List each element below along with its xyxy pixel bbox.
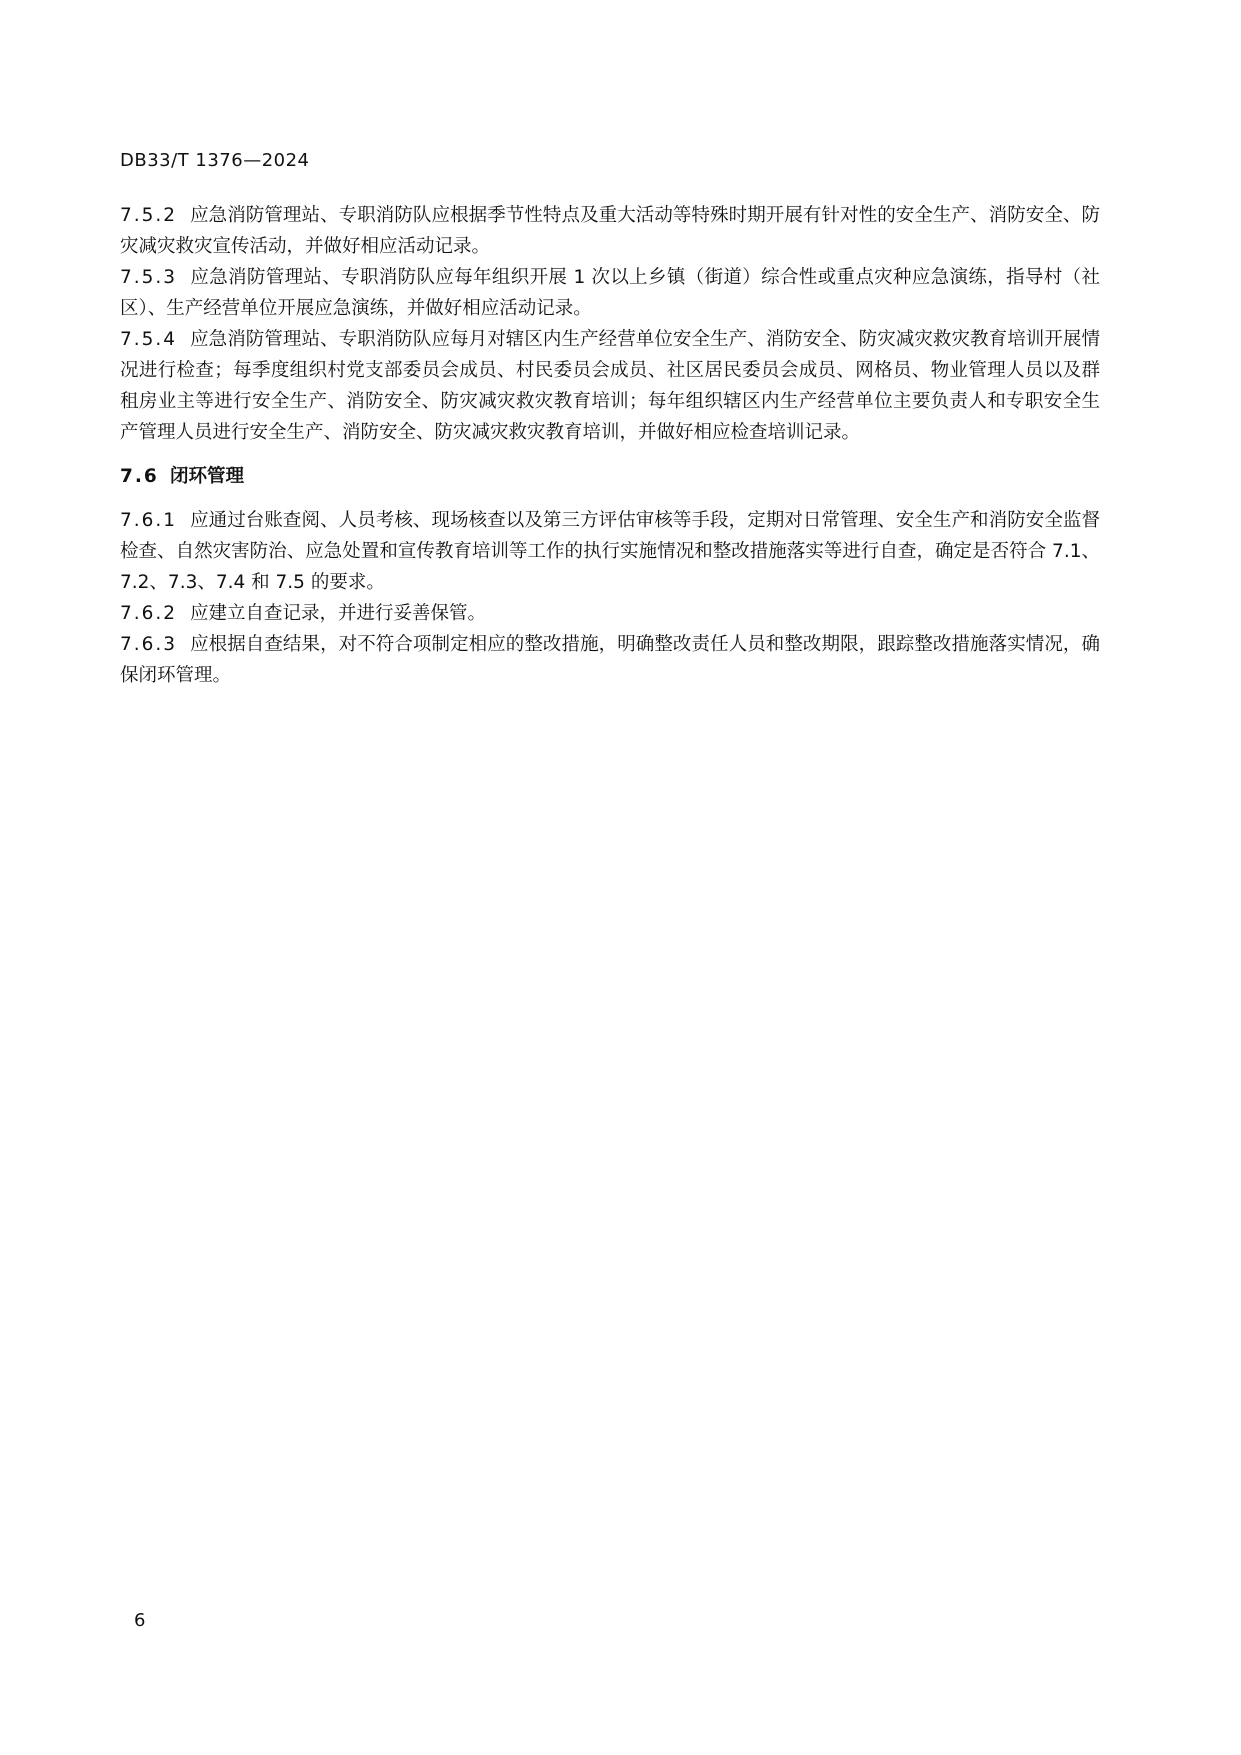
section-number: 7.6 bbox=[120, 466, 159, 487]
clause-text: 应急消防管理站、专职消防队应根据季节性特点及重大活动等特殊时期开展有针对性的安全生产、消防安全、防灾减灾救灾宣传活动，并做好相应活动记录。 bbox=[120, 205, 1100, 257]
clause-7-6-2 bbox=[120, 598, 1100, 629]
clause-number: 7.6.2 bbox=[120, 603, 178, 624]
section-heading-7-6 bbox=[120, 461, 1100, 492]
clause-7-5-3 bbox=[120, 262, 1100, 324]
section-title: 闭环管理 bbox=[170, 466, 245, 487]
page-number: 6 bbox=[134, 1610, 146, 1631]
clause-7-6-3 bbox=[120, 629, 1100, 691]
clause-text: 应建立自查记录，并进行妥善保管。 bbox=[190, 603, 487, 624]
clause-number: 7.5.4 bbox=[120, 329, 178, 350]
clause-text: 应通过台账查阅、人员考核、现场核查以及第三方评估审核等手段，定期对日常管理、安全生产和消防安全监督检查、自然灾害防治、应急处置和宣传教育培训等工作的执行实施情况和整改措施落实等进行自查，确定是否符合 7.1、7.2、7.3、7.4 和 7.5 的要求。 bbox=[120, 510, 1100, 593]
clause-number: 7.5.2 bbox=[120, 205, 178, 226]
document-body bbox=[120, 200, 1100, 691]
clause-text: 应急消防管理站、专职消防队应每年组织开展 1 次以上乡镇（街道）综合性或重点灾种应急演练，指导村（社区）、生产经营单位开展应急演练，并做好相应活动记录。 bbox=[120, 267, 1100, 319]
standard-code-header: DB33/T 1376—2024 bbox=[120, 150, 310, 171]
clause-text: 应急消防管理站、专职消防队应每月对辖区内生产经营单位安全生产、消防安全、防灾减灾救灾教育培训开展情况进行检查；每季度组织村党支部委员会成员、村民委员会成员、社区居民委员会成员、网格员、物业管理人员以及群租房业主等进行安全生产、消防安全、防灾减灾救灾教育培训；每年组织辖区内生产经营单位主要负责人和专职安全生产管理人员进行安全生产、消防安全、防灾减灾救灾教育培训，并做好相应检查培训记录。 bbox=[120, 329, 1100, 443]
clause-7-5-4 bbox=[120, 324, 1100, 448]
clause-7-6-1 bbox=[120, 505, 1100, 598]
clause-text: 应根据自查结果，对不符合项制定相应的整改措施，明确整改责任人员和整改期限，跟踪整改措施落实情况，确保闭环管理。 bbox=[120, 634, 1100, 686]
clause-number: 7.6.3 bbox=[120, 634, 178, 655]
clause-number: 7.5.3 bbox=[120, 267, 178, 288]
clause-7-5-2 bbox=[120, 200, 1100, 262]
clause-number: 7.6.1 bbox=[120, 510, 178, 531]
